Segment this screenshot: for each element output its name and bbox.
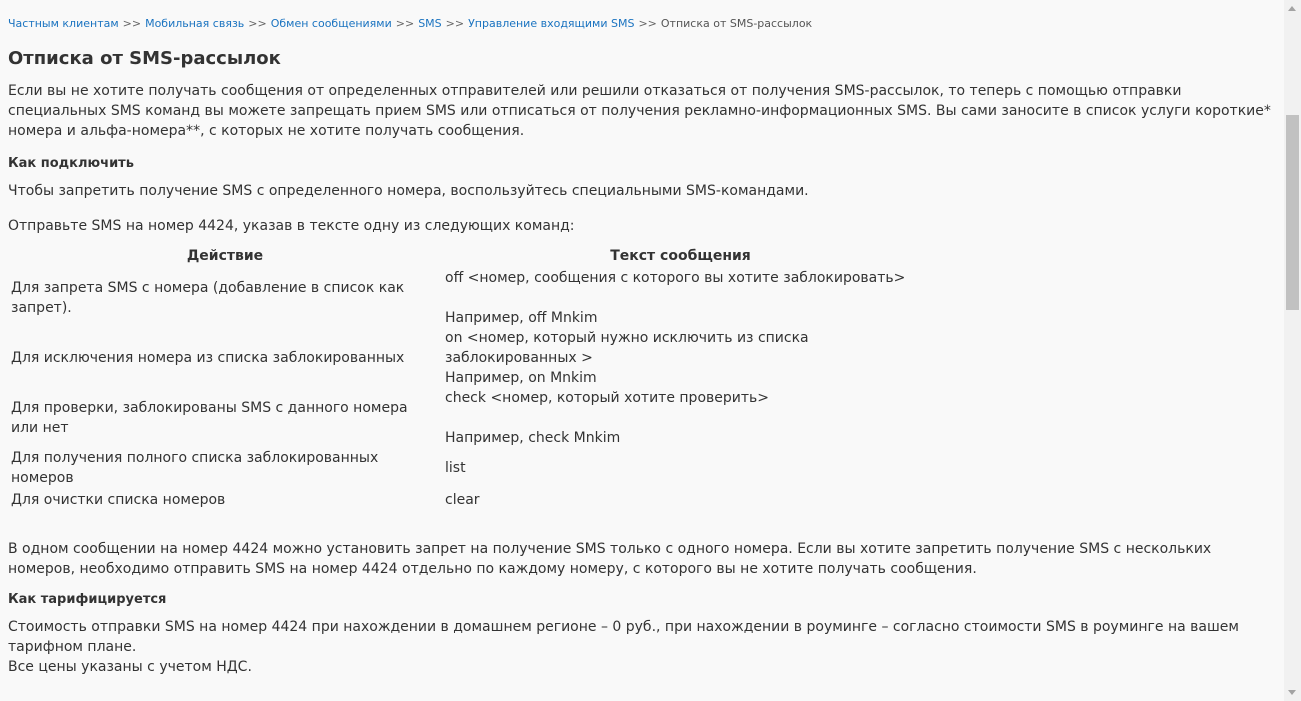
scroll-down-arrow-icon[interactable] [1288, 690, 1296, 695]
row-action: Для проверки, заблокированы SMS с данного номера или нет [11, 400, 408, 436]
row-example: Например, check Mnkim [445, 430, 621, 446]
after-table-text: В одном сообщении на номер 4424 можно установить запрет на получение SMS только с одного номера. Если вы хотите запретить получение SMS с нескольких номеров, необходимо отправить SMS на номер 4424 отдельно по каждому номеру, с которого вы не хотите получать сообщения. [8, 541, 1212, 577]
row-command: clear [445, 492, 480, 508]
column-header-message: Текст сообщения [610, 248, 751, 264]
table-row [8, 268, 919, 328]
table-row [8, 488, 919, 512]
breadcrumb-current: Отписка от SMS-рассылок [660, 17, 813, 30]
breadcrumb-separator: >> [638, 17, 657, 30]
table-row [8, 388, 919, 448]
row-action: Для запрета SMS с номера (добавление в список как запрет). [11, 280, 405, 316]
row-action: Для исключения номера из списка заблокированных [11, 350, 405, 366]
row-message [442, 388, 919, 448]
vat-note: Все цены указаны с учетом НДС. [8, 659, 252, 675]
scroll-up-arrow-icon[interactable] [1288, 6, 1296, 11]
row-action: Для очистки списка номеров [11, 492, 226, 508]
column-header-action: Действие [186, 248, 264, 264]
pricing-heading: Как тарифицируется [8, 592, 167, 607]
breadcrumb-link-mobile[interactable]: Мобильная связь [145, 17, 245, 30]
row-example: Например, off Mnkim [445, 310, 598, 326]
table-row [8, 328, 919, 388]
pricing-text: Стоимость отправки SMS на номер 4424 при нахождении в домашнем регионе – 0 руб., при нахождении в роуминге – согласно стоимости SMS в роуминге на вашем тарифном плане. [8, 619, 1239, 655]
page-title: Отписка от SMS-рассылок [8, 48, 281, 69]
intro-text: Если вы не хотите получать сообщения от определенных отправителей или решили отказаться от получения SMS-рассылок, то теперь с помощью отправки специальных SMS команд вы можете запрещать прием SMS или отписаться от получения рекламно-информационных SMS. Вы сами заносите в список услуги короткие* номера и альфа-номера**, с которых не хотите получать сообщения. [8, 83, 1271, 139]
row-command: check <номер, который хотите проверить> [445, 390, 769, 406]
row-command: on <номер, который нужно исключить из списка заблокированных > [445, 330, 809, 366]
breadcrumb-separator: >> [445, 17, 465, 30]
breadcrumb-separator: >> [248, 17, 267, 30]
connect-text: Чтобы запретить получение SMS с определенного номера, воспользуйтесь специальными SMS-командами. [8, 183, 809, 199]
breadcrumb-link-messaging[interactable]: Обмен сообщениями [270, 17, 392, 30]
row-command: off <номер, сообщения с которого вы хотите заблокировать> [445, 270, 906, 286]
row-command: list [445, 460, 466, 476]
commands-table [8, 244, 919, 512]
scrollbar-thumb[interactable] [1286, 115, 1299, 310]
connect-heading: Как подключить [8, 156, 134, 171]
breadcrumb-separator: >> [122, 17, 142, 30]
row-message [442, 328, 919, 388]
vertical-scrollbar[interactable] [1284, 0, 1301, 701]
breadcrumb-link-incoming-sms[interactable]: Управление входящими SMS [468, 17, 635, 30]
breadcrumb-link-private-clients[interactable]: Частным клиентам [8, 17, 119, 30]
row-example: Например, on Mnkim [445, 370, 597, 386]
breadcrumb-link-sms[interactable]: SMS [418, 17, 442, 30]
breadcrumb [8, 17, 1276, 31]
breadcrumb-separator: >> [395, 17, 415, 30]
row-action: Для получения полного списка заблокированных номеров [11, 450, 379, 486]
table-row [8, 448, 919, 488]
send-instructions: Отправьте SMS на номер 4424, указав в тексте одну из следующих команд: [8, 218, 575, 234]
main-content [8, 0, 1276, 677]
row-message [442, 268, 919, 328]
